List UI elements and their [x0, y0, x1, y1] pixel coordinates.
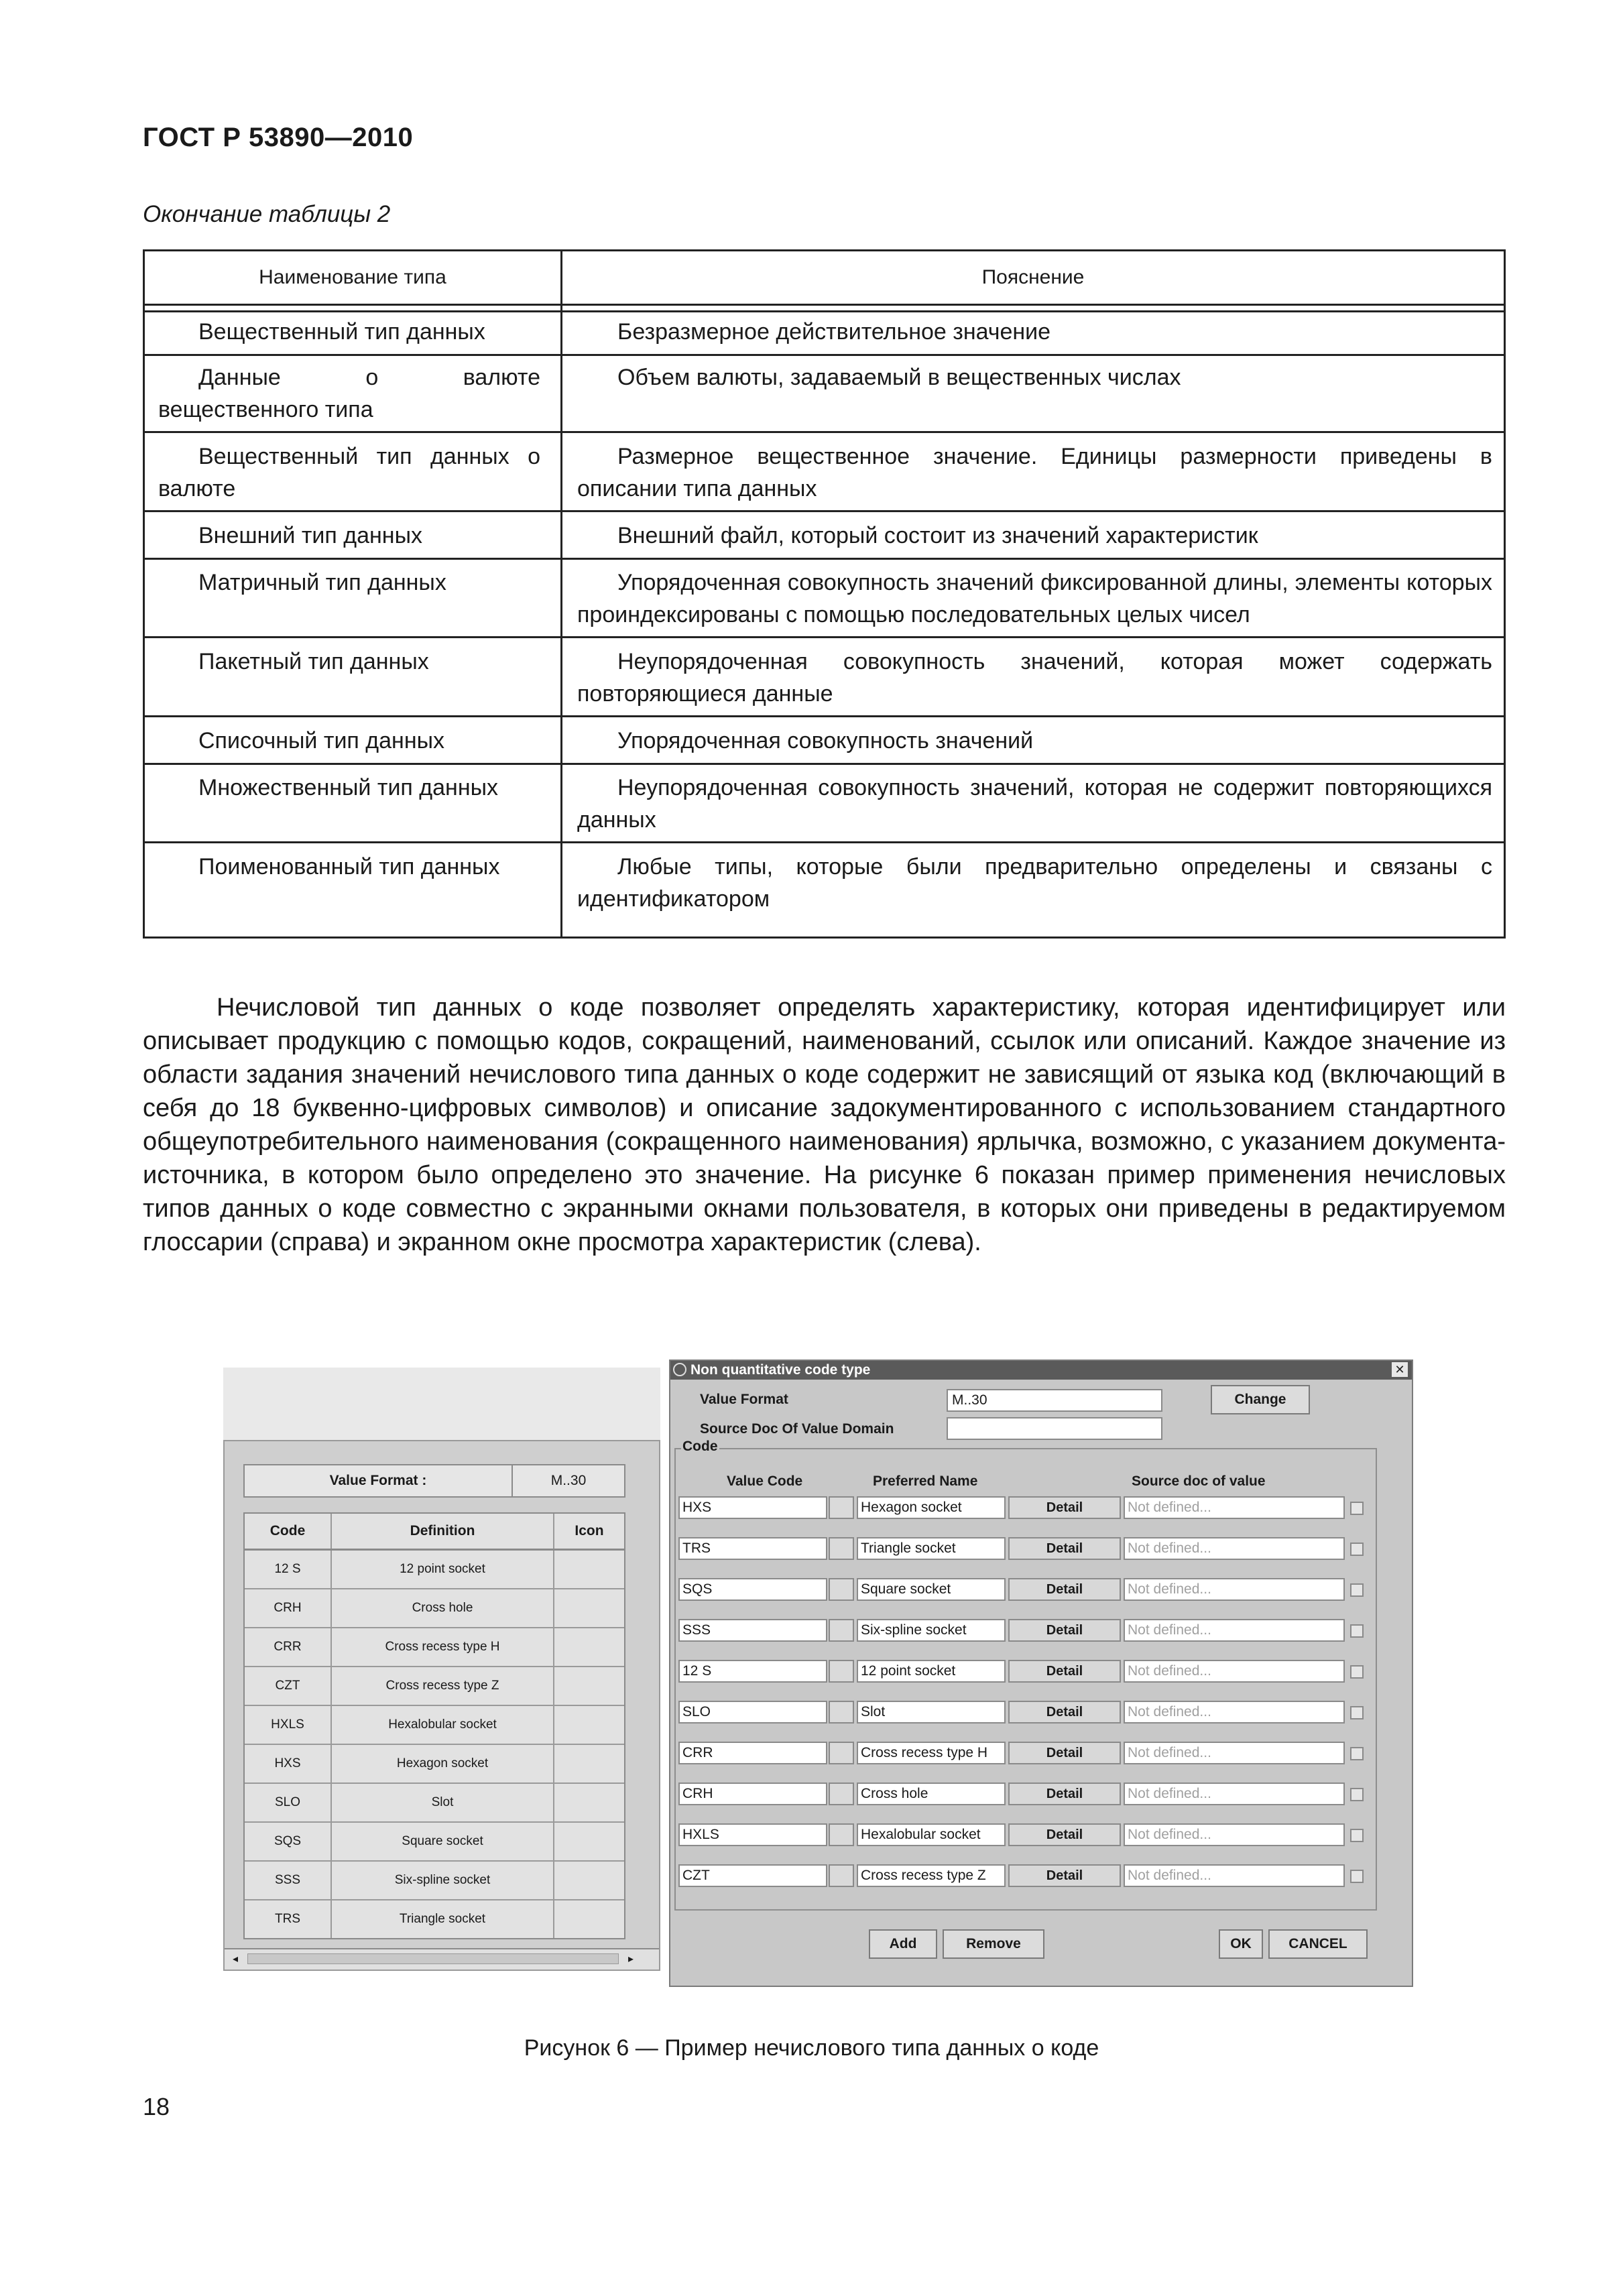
characteristics-view-panel — [223, 1440, 660, 1971]
source-doc-field[interactable]: Not defined... — [1124, 1783, 1345, 1805]
source-doc-field[interactable]: Not defined... — [1124, 1496, 1345, 1519]
icon-cell — [554, 1706, 624, 1744]
col-header-type-name: Наименование типа — [259, 266, 446, 288]
value-code-input[interactable]: CRR — [678, 1742, 827, 1764]
value-format-label: Value Format : — [245, 1465, 513, 1496]
row-checkbox[interactable] — [1350, 1747, 1364, 1760]
value-code-input[interactable]: SSS — [678, 1619, 827, 1642]
code-cell: SLO — [245, 1784, 332, 1821]
table-row-name: Матричный тип данных — [198, 570, 446, 595]
code-group-label: Code — [682, 1439, 718, 1454]
figure-left-backdrop — [223, 1368, 660, 1441]
row-checkbox[interactable] — [1350, 1706, 1364, 1719]
definition-cell: Triangle socket — [332, 1900, 554, 1938]
close-icon[interactable]: ✕ — [1392, 1362, 1408, 1377]
detail-button[interactable]: Detail — [1008, 1701, 1121, 1724]
detail-button[interactable]: Detail — [1008, 1783, 1121, 1805]
code-row — [676, 1494, 1376, 1523]
source-doc-field[interactable]: Not defined... — [1124, 1537, 1345, 1560]
icon-picker-button[interactable] — [829, 1783, 854, 1805]
types-table — [143, 249, 1506, 939]
change-button[interactable]: Change — [1211, 1385, 1310, 1414]
scroll-left-icon[interactable]: ◂ — [232, 1953, 239, 1965]
source-doc-field[interactable]: Not defined... — [1124, 1619, 1345, 1642]
detail-button[interactable]: Detail — [1008, 1823, 1121, 1846]
icon-cell — [554, 1745, 624, 1783]
table-row[interactable] — [245, 1551, 624, 1589]
figure-caption: Рисунок 6 — Пример нечислового типа данных о коде — [524, 2035, 1099, 2061]
preferred-name-input[interactable]: Hexalobular socket — [857, 1823, 1006, 1846]
row-checkbox[interactable] — [1350, 1788, 1364, 1801]
row-checkbox[interactable] — [1350, 1665, 1364, 1679]
icon-cell — [554, 1667, 624, 1705]
icon-picker-button[interactable] — [829, 1864, 854, 1887]
detail-button[interactable]: Detail — [1008, 1660, 1121, 1683]
detail-button[interactable]: Detail — [1008, 1537, 1121, 1560]
detail-button[interactable]: Detail — [1008, 1496, 1121, 1519]
row-checkbox[interactable] — [1350, 1583, 1364, 1597]
code-cell: TRS — [245, 1900, 332, 1938]
row-checkbox[interactable] — [1350, 1543, 1364, 1556]
detail-button[interactable]: Detail — [1008, 1864, 1121, 1887]
preferred-name-input[interactable]: Cross recess type Z — [857, 1864, 1006, 1887]
definition-cell: Slot — [332, 1784, 554, 1821]
preferred-name-input[interactable]: Triangle socket — [857, 1537, 1006, 1560]
source-doc-field[interactable]: Not defined... — [1124, 1660, 1345, 1683]
document-id: ГОСТ Р 53890—2010 — [143, 123, 414, 152]
icon-cell — [554, 1900, 624, 1938]
value-code-input[interactable]: TRS — [678, 1537, 827, 1560]
icon-picker-button[interactable] — [829, 1496, 854, 1519]
code-cell: HXS — [245, 1745, 332, 1783]
col-header-icon: Icon — [575, 1523, 604, 1538]
source-doc-field[interactable]: Not defined... — [1124, 1823, 1345, 1846]
icon-cell — [554, 1862, 624, 1899]
code-row — [676, 1698, 1376, 1728]
preferred-name-input[interactable]: Square socket — [857, 1578, 1006, 1601]
value-code-input[interactable]: SLO — [678, 1701, 827, 1724]
icon-picker-button[interactable] — [829, 1537, 854, 1560]
app-icon — [673, 1363, 686, 1376]
table-row-name: Поименованный тип данных — [198, 854, 500, 880]
table-row-name: Данные о валюте вещественного типа — [158, 365, 540, 422]
code-cell: CZT — [245, 1667, 332, 1705]
value-format-box — [243, 1464, 625, 1498]
table-row-desc: Упорядоченная совокупность значений — [617, 728, 1034, 753]
table-row-name: Внешний тип данных — [198, 523, 423, 548]
source-doc-field[interactable]: Not defined... — [1124, 1701, 1345, 1724]
table-row-name: Вещественный тип данных — [198, 319, 485, 345]
table-row-desc: Неупорядоченная совокупность значений, которая не содержит повторяющихся данных — [577, 775, 1492, 833]
icon-cell — [554, 1823, 624, 1860]
code-cell: SSS — [245, 1862, 332, 1899]
table-row[interactable] — [245, 1784, 624, 1823]
definition-cell: 12 point socket — [332, 1551, 554, 1588]
code-cell: HXLS — [245, 1706, 332, 1744]
value-format-input[interactable]: M..30 — [947, 1389, 1162, 1412]
preferred-name-input[interactable]: Hexagon socket — [857, 1496, 1006, 1519]
code-definition-table — [243, 1512, 625, 1939]
code-row — [676, 1821, 1376, 1850]
code-cell: CRR — [245, 1628, 332, 1666]
table-row-name: Вещественный тип данных о валюте — [158, 444, 540, 501]
definition-cell: Cross hole — [332, 1589, 554, 1627]
icon-picker-button[interactable] — [829, 1701, 854, 1724]
horizontal-scrollbar[interactable] — [225, 1948, 659, 1970]
source-doc-input[interactable] — [947, 1417, 1162, 1440]
add-button[interactable]: Add — [869, 1929, 937, 1959]
value-code-input[interactable]: HXLS — [678, 1823, 827, 1846]
row-checkbox[interactable] — [1350, 1624, 1364, 1638]
preferred-name-input[interactable]: Slot — [857, 1701, 1006, 1724]
remove-button[interactable]: Remove — [943, 1929, 1044, 1959]
value-code-input[interactable]: 12 S — [678, 1660, 827, 1683]
table-row-name: Пакетный тип данных — [198, 649, 429, 674]
source-doc-field[interactable]: Not defined... — [1124, 1742, 1345, 1764]
detail-button[interactable]: Detail — [1008, 1578, 1121, 1601]
table-row[interactable] — [245, 1823, 624, 1862]
body-paragraph: Нечисловой тип данных о коде позволяет определять характеристику, которая идентифицирует или описывает продукцию с помощью кодов, сокращений, наименований, ссылок или описаний. Каждое значение из области задания значений нечислового типа данных о коде содержит не зависящий от языка код (включающий в себя до 18 буквенно-цифровых символов) и описание задокументированного с использованием стандартного общеупотребительного наименования (сокращенного наименования) ярлычка, возможно, с указанием документа-источника, в котором было определено это значение. На рисунке 6 показан пример применения нечисловых типов данных о коде совместно с экранными окнами пользователя, в которых они приведены в редактируемом глоссарии (справа) и экранном окне просмотра характеристик (слева). — [143, 993, 1506, 1256]
definition-cell: Cross recess type H — [332, 1628, 554, 1666]
definition-cell: Cross recess type Z — [332, 1667, 554, 1705]
value-code-input[interactable]: SQS — [678, 1578, 827, 1601]
scroll-thumb[interactable] — [247, 1953, 619, 1964]
table-row-desc: Безразмерное действительное значение — [617, 319, 1051, 345]
value-format-value: M..30 — [550, 1473, 587, 1488]
definition-cell: Square socket — [332, 1823, 554, 1860]
dialog-title: Non quantitative code type — [690, 1362, 871, 1378]
table-row[interactable] — [245, 1706, 624, 1745]
table-caption: Окончание таблицы 2 — [143, 201, 391, 227]
table-row-name: Множественный тип данных — [198, 775, 499, 800]
value-code-input[interactable]: CZT — [678, 1864, 827, 1887]
icon-cell — [554, 1784, 624, 1821]
code-cell: SQS — [245, 1823, 332, 1860]
preferred-name-input[interactable]: Six-spline socket — [857, 1619, 1006, 1642]
icon-picker-button[interactable] — [829, 1660, 854, 1683]
icon-picker-button[interactable] — [829, 1578, 854, 1601]
col-header-definition: Definition — [332, 1514, 554, 1549]
code-row — [676, 1575, 1376, 1605]
page-number: 18 — [143, 2093, 170, 2120]
table-row[interactable] — [245, 1745, 624, 1784]
detail-button[interactable]: Detail — [1008, 1619, 1121, 1642]
source-doc-label: Source Doc Of Value Domain — [700, 1421, 894, 1437]
table-row[interactable] — [245, 1589, 624, 1628]
cancel-button[interactable]: CANCEL — [1268, 1929, 1368, 1959]
icon-picker-button[interactable] — [829, 1823, 854, 1846]
source-doc-field[interactable]: Not defined... — [1124, 1578, 1345, 1601]
table-row-desc: Внешний файл, который состоит из значений характеристик — [617, 523, 1258, 548]
code-row — [676, 1616, 1376, 1646]
icon-picker-button[interactable] — [829, 1619, 854, 1642]
icon-cell — [554, 1551, 624, 1588]
col-header-source-doc: Source doc of value — [1132, 1473, 1266, 1489]
table-row[interactable] — [245, 1900, 624, 1938]
table-row[interactable] — [245, 1628, 624, 1667]
table-row-desc: Неупорядоченная совокупность значений, которая может содержать повторяющиеся данные — [577, 649, 1492, 707]
table-row-desc: Объем валюты, задаваемый в вещественных числах — [617, 365, 1181, 390]
table-row-desc: Размерное вещественное значение. Единицы размерности приведены в описании типа данных — [577, 444, 1492, 501]
row-checkbox[interactable] — [1350, 1829, 1364, 1842]
value-code-input[interactable]: HXS — [678, 1496, 827, 1519]
definition-cell: Hexalobular socket — [332, 1706, 554, 1744]
preferred-name-input[interactable]: 12 point socket — [857, 1660, 1006, 1683]
col-header-explanation: Пояснение — [981, 266, 1085, 288]
scroll-right-icon[interactable]: ▸ — [627, 1953, 634, 1965]
dialog-titlebar[interactable] — [670, 1361, 1412, 1380]
code-row — [676, 1534, 1376, 1564]
table-row-desc: Любые типы, которые были предварительно определены и связаны с идентификатором — [577, 854, 1492, 912]
non-quantitative-code-dialog — [669, 1360, 1413, 1987]
table-row-desc: Упорядоченная совокупность значений фиксированной длины, элементы которых проиндексированы с помощью последовательных целых чисел — [577, 570, 1492, 627]
col-header-code: Code — [245, 1514, 332, 1549]
code-group — [674, 1439, 1377, 1911]
code-cell: CRH — [245, 1589, 332, 1627]
ok-button[interactable]: OK — [1219, 1929, 1263, 1959]
code-row — [676, 1780, 1376, 1809]
code-row — [676, 1657, 1376, 1687]
preferred-name-input[interactable]: Cross recess type H — [857, 1742, 1006, 1764]
value-format-label: Value Format — [700, 1392, 788, 1407]
table-row[interactable] — [245, 1667, 624, 1706]
code-row — [676, 1739, 1376, 1768]
code-cell: 12 S — [245, 1551, 332, 1588]
source-doc-field[interactable]: Not defined... — [1124, 1864, 1345, 1887]
col-header-preferred-name: Preferred Name — [873, 1473, 978, 1489]
row-checkbox[interactable] — [1350, 1870, 1364, 1883]
icon-cell — [554, 1628, 624, 1666]
table-row[interactable] — [245, 1862, 624, 1900]
col-header-value-code: Value Code — [727, 1473, 803, 1489]
table-row-name: Списочный тип данных — [198, 728, 445, 753]
code-row — [676, 1862, 1376, 1891]
value-code-input[interactable]: CRH — [678, 1783, 827, 1805]
row-checkbox[interactable] — [1350, 1502, 1364, 1515]
detail-button[interactable]: Detail — [1008, 1742, 1121, 1764]
icon-picker-button[interactable] — [829, 1742, 854, 1764]
preferred-name-input[interactable]: Cross hole — [857, 1783, 1006, 1805]
icon-cell — [554, 1589, 624, 1627]
definition-cell: Hexagon socket — [332, 1745, 554, 1783]
table-header-row — [245, 1514, 624, 1551]
definition-cell: Six-spline socket — [332, 1862, 554, 1899]
